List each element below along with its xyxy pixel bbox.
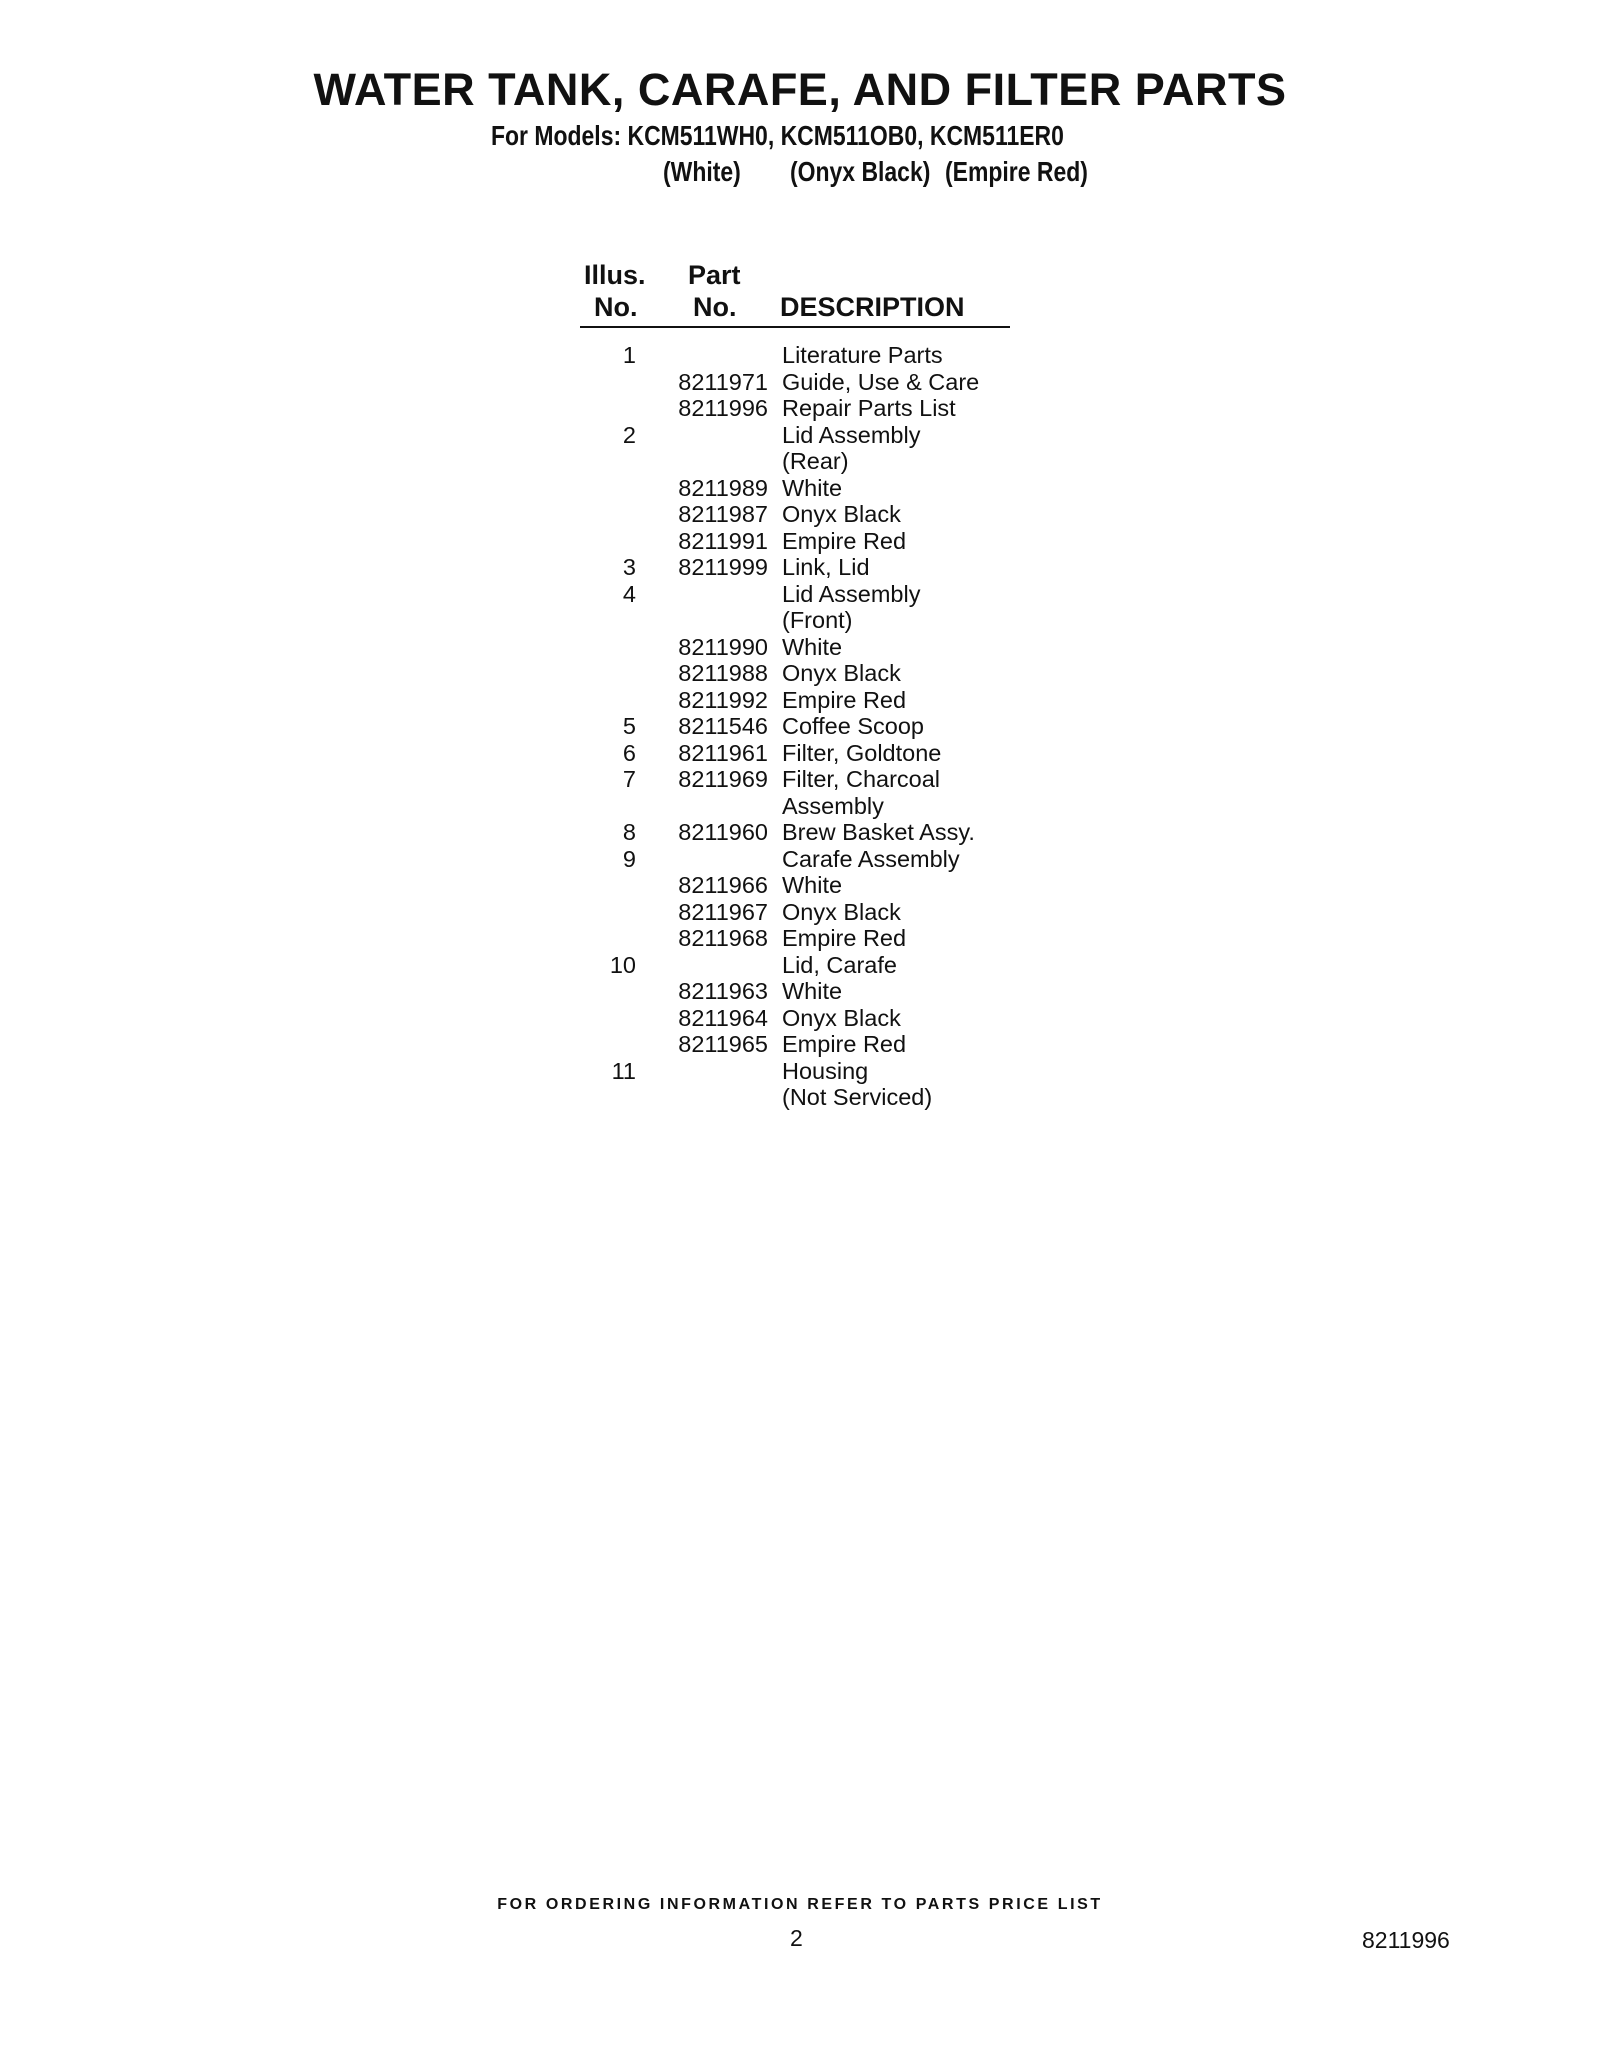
parts-table	[580, 258, 1010, 1111]
illus-number-cell: 5	[622, 713, 636, 739]
page-title: WATER TANK, CARAFE, AND FILTER PARTS	[313, 64, 1287, 115]
table-row	[580, 766, 1010, 793]
description-cell: (Not Serviced)	[782, 1084, 933, 1110]
illus-number-cell: 2	[622, 421, 636, 448]
description-cell: Empire Red	[782, 527, 907, 554]
description-cell: Empire Red	[782, 1031, 907, 1057]
table-row	[580, 819, 1010, 846]
variant-empire-red: (Empire Red)	[945, 156, 1088, 187]
table-row	[580, 978, 1010, 1005]
document-number: 8211996	[1362, 1927, 1450, 1953]
part-number-cell: 8211963	[678, 978, 768, 1004]
part-number-cell: 8211991	[678, 527, 768, 554]
illus-number-cell: 10	[609, 951, 636, 978]
table-row	[580, 740, 1010, 767]
description-cell: Onyx Black	[782, 660, 901, 686]
description-cell: Empire Red	[782, 925, 907, 951]
illus-number-cell: 3	[622, 554, 636, 580]
models-line: For Models: KCM511WH0, KCM511OB0, KCM511ER0	[491, 120, 1064, 151]
parts-rows	[580, 328, 1010, 1111]
table-row	[580, 1031, 1010, 1058]
table-row	[580, 952, 1010, 979]
illus-number-cell: 7	[622, 766, 636, 792]
table-row	[580, 422, 1010, 449]
table-row	[580, 713, 1010, 740]
table-row	[580, 475, 1010, 502]
part-number-cell: 8211968	[678, 925, 768, 951]
description-cell: Assembly	[782, 792, 884, 819]
header-description-label: DESCRIPTION	[780, 292, 965, 322]
part-number-cell: 8211969	[678, 766, 768, 792]
table-row	[580, 554, 1010, 581]
page-number: 2	[790, 1925, 803, 1951]
part-number-cell: 8211987	[678, 501, 768, 527]
illus-number-cell: 6	[622, 739, 636, 766]
illus-number-cell: 9	[622, 845, 636, 872]
variant-white: (White)	[663, 156, 741, 187]
table-row	[580, 528, 1010, 555]
description-cell: (Rear)	[782, 448, 849, 474]
table-row	[580, 846, 1010, 873]
description-cell: White	[782, 978, 843, 1004]
part-number-cell: 8211992	[678, 686, 768, 713]
table-row	[580, 501, 1010, 528]
description-cell: Carafe Assembly	[782, 845, 960, 872]
part-number-cell: 8211965	[678, 1031, 768, 1057]
table-row	[580, 872, 1010, 899]
table-row	[580, 1058, 1010, 1085]
table-row	[580, 793, 1010, 820]
description-cell: Coffee Scoop	[782, 713, 924, 739]
description-cell: Lid, Carafe	[782, 951, 897, 978]
part-number-cell: 8211988	[678, 660, 768, 686]
description-cell: Repair Parts List	[782, 395, 956, 421]
parts-table-header	[580, 258, 1010, 328]
part-number-cell: 8211960	[678, 819, 768, 845]
part-number-cell: 8211999	[678, 554, 768, 580]
part-number-cell: 8211546	[678, 713, 768, 739]
illus-number-cell: 11	[611, 1057, 636, 1084]
part-number-cell: 8211996	[678, 395, 768, 421]
part-number-cell: 8211971	[678, 368, 768, 395]
table-row	[580, 369, 1010, 396]
table-row	[580, 687, 1010, 714]
description-cell: Guide, Use & Care	[782, 368, 980, 395]
header-illus-no-label: No.	[594, 292, 638, 322]
illus-number-cell: 8	[622, 819, 636, 845]
description-cell: (Front)	[782, 607, 853, 633]
description-cell: Filter, Charcoal	[782, 766, 941, 792]
table-row	[580, 581, 1010, 608]
description-cell: Onyx Black	[782, 501, 901, 527]
variant-onyx-black: (Onyx Black)	[790, 156, 931, 187]
description-cell: Brew Basket Assy.	[782, 819, 975, 845]
table-row	[580, 448, 1010, 475]
table-row	[580, 660, 1010, 687]
table-row	[580, 1005, 1010, 1032]
table-row	[580, 925, 1010, 952]
part-number-cell: 8211967	[678, 898, 768, 925]
description-cell: Onyx Black	[782, 898, 901, 925]
header-illus-label: Illus.	[584, 260, 646, 290]
table-row	[580, 634, 1010, 661]
table-row	[580, 395, 1010, 422]
ordering-note: FOR ORDERING INFORMATION REFER TO PARTS PRICE LIST	[497, 1896, 1103, 1913]
table-row	[580, 342, 1010, 369]
table-row	[580, 1084, 1010, 1111]
part-number-cell: 8211990	[678, 633, 768, 660]
illus-number-cell: 4	[622, 580, 636, 607]
description-cell: White	[782, 633, 843, 660]
description-cell: Housing	[782, 1057, 869, 1084]
header-part-no-label: No.	[693, 292, 737, 322]
description-cell: Onyx Black	[782, 1004, 901, 1031]
description-cell: Literature Parts	[782, 342, 943, 368]
description-cell: Lid Assembly	[782, 580, 921, 607]
part-number-cell: 8211966	[678, 872, 768, 898]
table-row	[580, 899, 1010, 926]
description-cell: White	[782, 872, 843, 898]
part-number-cell: 8211989	[678, 474, 768, 501]
part-number-cell: 8211961	[678, 739, 768, 766]
description-cell: White	[782, 474, 843, 501]
description-cell: Link, Lid	[782, 554, 870, 580]
table-row	[580, 607, 1010, 634]
illus-number-cell: 1	[622, 342, 636, 368]
description-cell: Filter, Goldtone	[782, 739, 942, 766]
description-cell: Empire Red	[782, 686, 907, 713]
description-cell: Lid Assembly	[782, 421, 921, 448]
part-number-cell: 8211964	[678, 1004, 768, 1031]
header-part-label: Part	[688, 260, 741, 290]
